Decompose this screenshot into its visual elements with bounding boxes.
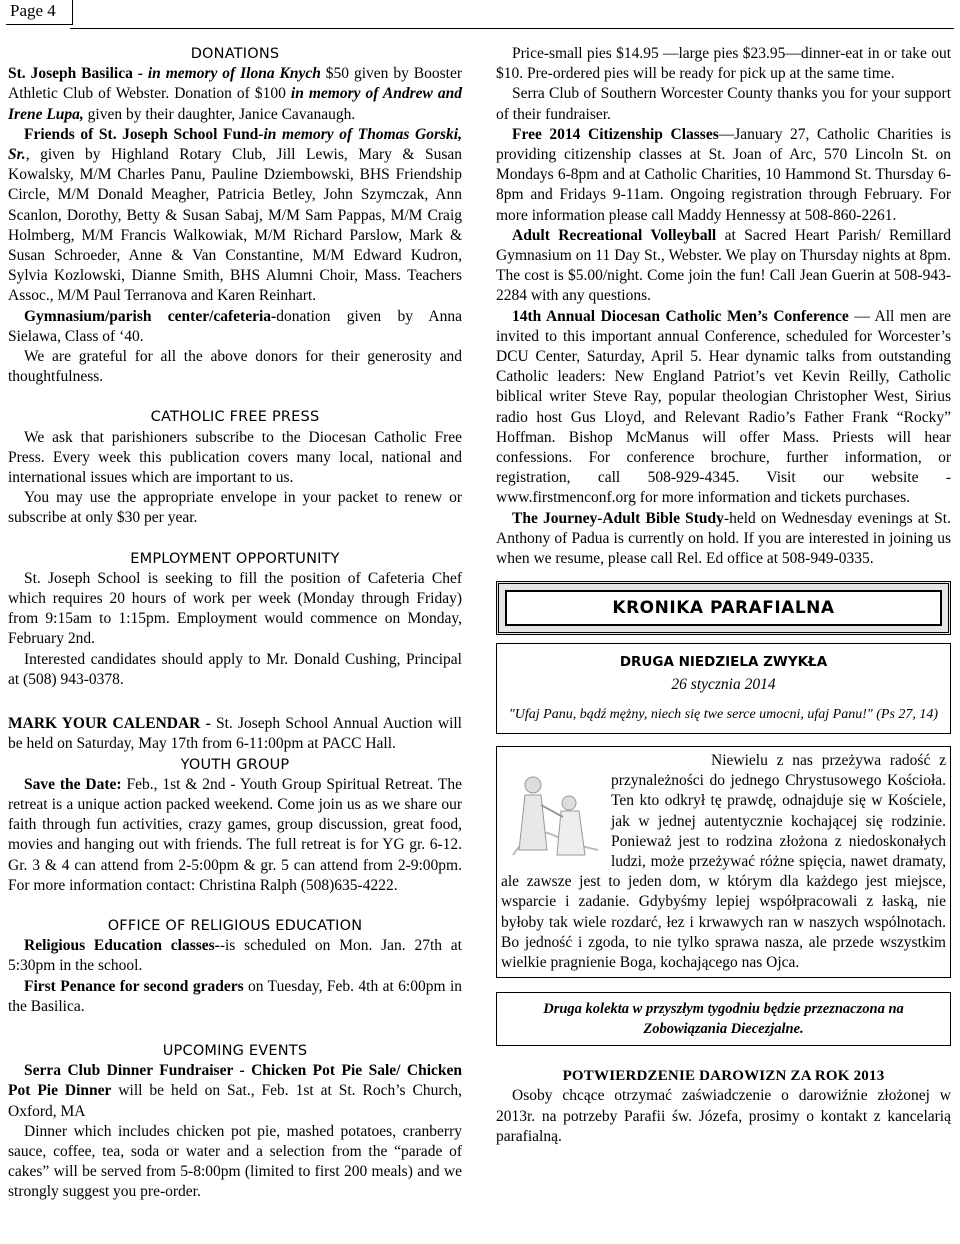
right-column [496,44,951,1147]
citizenship-classes: Free 2014 Citizenship Classes—January 27, Catholic Charities is providing citizenship classes at St. Joan of Arc, 570 Lincoln St. on Mondays 6-8pm and at Catholic Charities, 10 Hammond St. Thursday 6-8pm and Fridays 9-11am. Ongoing registration through February. For more information please call Maddy Hennessy at 508-860-2261. [496,125,951,224]
bible-study: The Journey-Adult Bible Study-held on Wednesday evenings at St. Anthony of Padua is currently on hold. If you are interested in joining us when we resume, please call Rel. Ed office at 508-949-0335. [496,509,951,568]
left-column [8,44,462,1203]
religious-p2: First Penance for second graders on Tuesday, Feb. 4th at 6:00pm in the Basilica. [8,977,462,1015]
events-heading: UPCOMING EVENTS [162,1042,308,1059]
confirm-text: Osoby chcące otrzymać zaświadczenie o darowiźnie złożonej w 2013r. na potrzeby Parafii św. Józefa, prosimy o kontakt z kancelarią parafialną. [496,1087,951,1145]
employment-p1: St. Joseph School is seeking to fill the position of Cafeteria Chef which requires 20 hours of work per week (Monday through Friday) from 9:15am to 1:15pm. Employment would commence on Monday, February 2nd. [8,569,462,648]
employment-heading: EMPLOYMENT OPPORTUNITY [130,550,340,567]
donations-thanks: We are grateful for all the above donors for their generosity and thoughtfulness. [8,348,462,386]
volleyball: Adult Recreational Volleyball at Sacred Heart Parish/ Remillard Gymnasium on 11 Day St., Webster. We play on Thursday nights at 8pm. The cost is $5.00/night. Come join the fun! Call Jean Guerin at 508-943-2284 with any questions. [496,226,951,305]
mens-conference: 14th Annual Diocesan Catholic Men’s Conference — All men are invited to this important annual Conference, scheduled for Worcester’s DCU Center, Saturday, April 5. Hear dynamic talks from outstanding Catholic leaders: New England Patriot’s vet Kevin Reilly, Catholic biblical writer Steve Ray, popular theologian Christopher West, Sirius radio host Gus Lloyd, and Relevant Radio’s Father Frank “Rocky” Hoffman. Bishop McManus will offer Mass. Priests will hear confessions. For conference brochure, further information, or registration, call 508-929-4345. Visit our website - www.firstmenconf.org for more information and tickets purchases. [496,307,951,507]
donations-heading: DONATIONS [190,46,280,62]
jesus-illustration-icon [503,755,603,865]
events-p2: Dinner which includes chicken pot pie, mashed potatoes, cranberry sauce, coffee, tea, soda or water and a selection from the “parade of cakes” will be served from 5-8:00pm (limited to first 200 meals) and we strongly suggest you pre-order. [8,1122,462,1201]
religious-p1: Religious Education classes--is scheduled on Mon. Jan. 27th at 5:30pm in the school. [8,937,462,975]
youth-p1: Save the Date: Feb., 1st & 2nd - Youth Group Spiritual Retreat. The retreat is a unique action packed weekend. Come join us as we share our faith through fun activities, crazy games, group discussion, great food, movies and hanging out with friends. The full retreat is for YG gr. 6-12. Gr. 3 & 4 can attend from 2-5:00pm & gr. 5 can attend from 2-9:00pm. For more information contact: Christina Ralph (508)635-4222. [8,775,462,894]
religious-heading: OFFICE OF RELIGIOUS EDUCATION [107,917,363,934]
kronika-title: KRONIKA PARAFIALNA [505,590,942,626]
calendar-notice: MARK YOUR CALENDAR - St. Joseph School Annual Auction will be held on Saturday, May 17th from 6-11:00pm at PACC Hall. [8,715,462,753]
press-p1: We ask that parishioners subscribe to the Diocesan Catholic Free Press. Every week this publication covers many local, national and international issues which are important to us. [8,428,462,487]
press-p2: You may use the appropriate envelope in your packet to renew or subscribe at only $30 per year. [8,489,462,527]
kronika-banner [496,581,951,635]
youth-heading: YOUTH GROUP [180,756,290,773]
employment-p2: Interested candidates should apply to Mr. Donald Cushing, Principal at (508) 943-0378. [8,650,462,688]
donations-basilica: St. Joseph Basilica - in memory of Ilona Knych $50 given by Booster Athletic Club of Webster. Donation of $100 in memory of Andrew and Irene Lupa, given by their daughter, Janice Cavanaugh. [8,65,462,123]
donations-gymnasium: Gymnasium/parish center/cafeteria-donation given by Anna Sielawa, Class of ‘40. [8,307,463,345]
sunday-date: 26 stycznia 2014 [671,675,776,693]
confirm-heading: POTWIERDZENIE DAROWIZN ZA ROK 2013 [562,1068,885,1085]
sunday-title: DRUGA NIEDZIELA ZWYKŁA [619,654,828,671]
events-p1: Serra Club Dinner Fundraiser - Chicken Pot Pie Sale/ Chicken Pot Pie Dinner will be held on Sat., Feb. 1st at St. Roch’s Church, Oxford, MA [8,1062,462,1120]
sunday-quote: "Ufaj Panu, bądź mężny, niech się twe serce umocni, ufaj Panu!" (Ps 27, 14) [508,706,939,722]
header-rule [70,28,954,29]
press-heading: CATHOLIC FREE PRESS [150,409,320,426]
serra-thanks: Serra Club of Southern Worcester County thanks you for your support of their fundraiser. [496,85,951,123]
collection-note: Druga kolekta w przyszłym tygodniu będzie przeznaczona na Zobowiązania Diecezjalne. [496,992,951,1046]
page-number: Page 4 [6,0,73,25]
donations-school-fund: Friends of St. Joseph School Fund-in memory of Thomas Gorski, Sr., given by Highland Rotary Club, Jill Lewis, Mary & Susan Kowalsky, M/M Charles Panu, Pauline Dziembowski, BHS Friendship Circle, M/M Donald Meagher, Patricia Betley, John Szymczak, Ann Scanlon, Dorothy, Betty & Susan Sabaj, M/M Sam Pappas, M/M Craig Holmberg, M/M Francis Walkowiak, M/M Richard Parslow, Mark & Susan Schroeder, Anne & Van Constantine, M/M Edward Kudron, Sylvia Kozlowski, Dianne Smith, BHS Alumni Choir, Mass. Teachers Assoc., M/M Paul Terranova and Karen Reinhart. [8,125,462,305]
polish-reflection-text: Niewielu z nas przeżywa radość z przynależności do jednego Chrystusowego Kościoła. Ten kto odkrył tę prawdę, odnajduje się w Kościele, jak w jednej autentycznie kochającej się rodzinie. Ponieważ jest to rodzina złożona z niedoskonałych ludzi, może przeżywać różne spięcia, nawet dramaty, ale zawsze jest to jeden dom, w którym dla każdego jest miejsce, wsparcie i zadanie. Gdybyśmy lepiej współpracowali z łaską, nie byłoby tak wiele rozdarć, łez i krwawych ran w naszych wspólnotach. Bo jedność i zgoda, to nie tylko sprawa nasza, ale przede wszystkim wielkie pragnienie Boga, kochającego nas Ojca. [501,751,946,971]
pie-prices: Price-small pies $14.95 —large pies $23.95—dinner-eat in or take out $10. Pre-ordered pies will be ready for pick up at the same time. [496,45,951,83]
polish-reflection-box [496,746,951,978]
sunday-box [496,643,951,733]
